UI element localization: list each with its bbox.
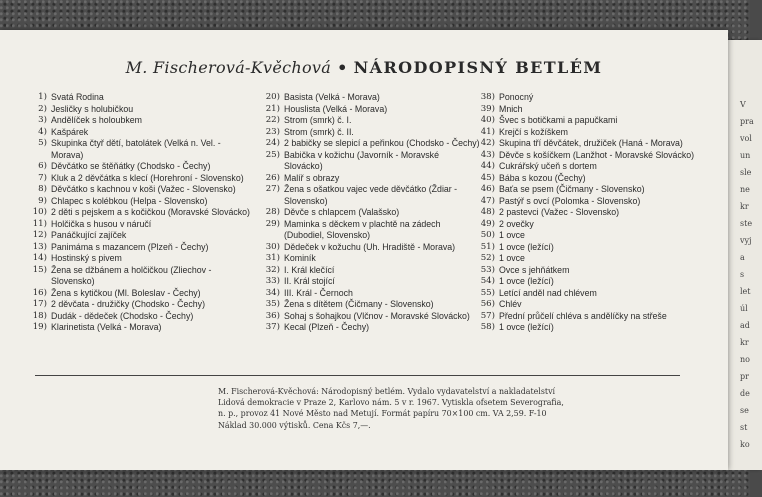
item-text: Bába s kozou (Čechy) bbox=[499, 172, 586, 183]
item-text: 1 ovce bbox=[499, 230, 525, 240]
item-number: 58) bbox=[480, 322, 495, 332]
item-text: 1 ovce (ležící) bbox=[499, 322, 554, 332]
item-number: 44) bbox=[480, 161, 495, 171]
item-text: Holčička s husou v náručí bbox=[51, 218, 152, 229]
list-item bbox=[475, 127, 695, 139]
list-item bbox=[18, 161, 253, 173]
item-text: 2 pastevci (Važec - Slovensko) bbox=[499, 207, 620, 217]
item-text: Ovce s jehňátkem bbox=[499, 264, 570, 275]
list-item bbox=[475, 322, 695, 334]
list-column-2 bbox=[260, 92, 480, 334]
item-number: 36) bbox=[265, 310, 280, 321]
item-number: 7) bbox=[38, 172, 47, 183]
item-text: Andělíček s holoubkem bbox=[51, 115, 142, 125]
item-text: Kašpárek bbox=[51, 126, 89, 137]
next-sheet-fragment: s bbox=[740, 270, 745, 279]
item-number: 46) bbox=[480, 184, 495, 194]
next-sheet-fragment: no bbox=[740, 355, 750, 364]
item-number: 43) bbox=[480, 149, 495, 160]
list-item bbox=[18, 299, 253, 311]
item-number: 42) bbox=[480, 138, 495, 148]
item-text: Svatá Rodina bbox=[51, 92, 104, 102]
item-number: 18) bbox=[32, 310, 47, 321]
item-text: 2 děvčata - družičky (Chodsko - Čechy) bbox=[51, 299, 206, 309]
item-number: 41) bbox=[480, 126, 495, 137]
next-sheet-fragment: sle bbox=[740, 168, 752, 177]
next-sheet-fragment: V bbox=[740, 100, 746, 109]
item-text: Děvčátko s kachnou v koši (Važec - Slovensko) bbox=[51, 184, 236, 194]
item-number: 40) bbox=[480, 115, 495, 125]
item-text: Letící anděl nad chlévem bbox=[499, 287, 597, 298]
list-item bbox=[475, 207, 695, 219]
list-item bbox=[18, 322, 253, 334]
item-text: II. Král stojící bbox=[284, 276, 335, 286]
next-sheet-fragment: vyj bbox=[740, 236, 752, 245]
list-item bbox=[475, 115, 695, 127]
list-item bbox=[18, 230, 253, 242]
list-item bbox=[260, 138, 480, 150]
list-item bbox=[260, 276, 480, 288]
list-item bbox=[475, 150, 695, 162]
item-number: 25) bbox=[265, 149, 280, 160]
item-text: 2 ovečky bbox=[499, 218, 534, 229]
item-text: Žena se džbánem a holčičkou (Zliechov - Slovensko) bbox=[51, 264, 212, 286]
list-item bbox=[260, 253, 480, 265]
work-title: NÁRODOPISNÝ BETLÉM bbox=[353, 58, 603, 77]
list-item bbox=[475, 311, 695, 323]
item-text: Malíř s obrazy bbox=[284, 172, 340, 183]
item-number: 4) bbox=[38, 126, 47, 137]
title-bullet: • bbox=[337, 58, 348, 77]
item-text: 2 děti s pejskem a s kočičkou (Moravské Slovácko) bbox=[51, 207, 250, 217]
list-item bbox=[18, 265, 253, 288]
item-text: Žena s kytičkou (Ml. Boleslav - Čechy) bbox=[51, 287, 201, 298]
list-item bbox=[260, 219, 480, 242]
item-number: 1) bbox=[38, 92, 47, 102]
list-item bbox=[260, 322, 480, 334]
item-number: 47) bbox=[480, 195, 495, 206]
item-number: 6) bbox=[38, 161, 47, 171]
list-item bbox=[18, 184, 253, 196]
list-item bbox=[260, 265, 480, 277]
list-item bbox=[18, 219, 253, 231]
list-column-1 bbox=[18, 92, 253, 334]
item-number: 50) bbox=[480, 230, 495, 240]
item-number: 33) bbox=[265, 276, 280, 286]
item-text: Krejčí s kožíškem bbox=[499, 126, 568, 137]
list-item bbox=[18, 104, 253, 116]
list-item bbox=[18, 138, 253, 161]
next-sheet-fragment: kr bbox=[740, 338, 749, 347]
item-text: Houslista (Velká - Morava) bbox=[284, 103, 388, 114]
item-number: 53) bbox=[480, 264, 495, 275]
list-item bbox=[475, 242, 695, 254]
author-name: M. Fischerová-Kvěchová bbox=[125, 58, 332, 77]
item-text: Panáčkující zajíček bbox=[51, 230, 127, 240]
item-number: 52) bbox=[480, 253, 495, 263]
item-number: 22) bbox=[265, 115, 280, 125]
item-text: 2 babičky se slepicí a peřinkou (Chodsko - Čechy) bbox=[284, 138, 480, 148]
item-text: Ponocný bbox=[499, 92, 534, 102]
list-item bbox=[260, 150, 480, 173]
item-number: 37) bbox=[265, 322, 280, 332]
item-number: 56) bbox=[480, 299, 495, 309]
list-item bbox=[18, 127, 253, 139]
list-item bbox=[260, 311, 480, 323]
item-number: 38) bbox=[480, 92, 495, 102]
list-item bbox=[475, 230, 695, 242]
item-text: Švec s botičkami a papučkami bbox=[499, 115, 618, 125]
item-text: Dudák - dědeček (Chodsko - Čechy) bbox=[51, 310, 194, 321]
item-text: Panimáma s mazancem (Plzeň - Čechy) bbox=[51, 241, 209, 252]
item-number: 27) bbox=[265, 184, 280, 194]
item-number: 57) bbox=[480, 310, 495, 321]
item-text: Kluk a 2 děvčátka s klecí (Horehroní - Slovensko) bbox=[51, 172, 244, 183]
item-number: 32) bbox=[265, 264, 280, 275]
item-number: 5) bbox=[38, 138, 47, 148]
list-item bbox=[475, 299, 695, 311]
list-column-3 bbox=[475, 92, 695, 334]
list-item bbox=[475, 219, 695, 231]
catalog-sheet bbox=[0, 30, 728, 470]
item-text: Klarinetista (Velká - Morava) bbox=[51, 322, 162, 332]
item-number: 45) bbox=[480, 172, 495, 183]
list-item bbox=[260, 127, 480, 139]
item-number: 15) bbox=[32, 264, 47, 275]
item-number: 13) bbox=[32, 241, 47, 252]
next-sheet-fragment: ad bbox=[740, 321, 750, 330]
item-text: Dědeček v kožuchu (Uh. Hradiště - Morava) bbox=[284, 241, 456, 252]
next-sheet-fragment: se bbox=[740, 406, 749, 415]
item-text: I. Král klečící bbox=[284, 264, 335, 275]
item-number: 30) bbox=[265, 241, 280, 252]
list-item bbox=[475, 184, 695, 196]
next-sheet-fragment: kr bbox=[740, 202, 749, 211]
item-text: Přední průčelí chléva s andělíčky na střeše bbox=[499, 310, 667, 321]
list-item bbox=[18, 115, 253, 127]
item-text: Žena s dítětem (Čičmany - Slovensko) bbox=[284, 299, 434, 309]
item-text: Cukrářský učeň s dortem bbox=[499, 161, 597, 171]
item-number: 26) bbox=[265, 172, 280, 183]
item-text: Hostinský s pivem bbox=[51, 253, 122, 263]
next-sheet-fragment: de bbox=[740, 389, 750, 398]
item-number: 23) bbox=[265, 126, 280, 137]
list-item bbox=[260, 115, 480, 127]
item-number: 14) bbox=[32, 253, 47, 263]
list-item bbox=[260, 299, 480, 311]
list-item bbox=[475, 104, 695, 116]
next-sheet-fragment: ste bbox=[740, 219, 753, 228]
item-text: Kominík bbox=[284, 253, 316, 263]
item-text: Strom (smrk) č. I. bbox=[284, 115, 352, 125]
item-number: 2) bbox=[38, 103, 47, 114]
item-text: Basista (Velká - Morava) bbox=[284, 92, 380, 102]
list-item bbox=[18, 207, 253, 219]
next-sheet-fragment: vol bbox=[740, 134, 752, 143]
next-sheet-fragment: úl bbox=[740, 304, 748, 313]
item-number: 19) bbox=[32, 322, 47, 332]
item-number: 16) bbox=[32, 287, 47, 298]
divider-rule bbox=[35, 375, 680, 376]
item-number: 9) bbox=[38, 195, 47, 206]
next-sheet-edge bbox=[722, 40, 762, 470]
item-number: 21) bbox=[265, 103, 280, 114]
next-sheet-fragment: un bbox=[740, 151, 751, 160]
item-number: 35) bbox=[265, 299, 280, 309]
item-text: Mnich bbox=[499, 103, 523, 114]
item-text: Děvčátko se štěňátky (Chodsko - Čechy) bbox=[51, 161, 211, 171]
item-text: Strom (smrk) č. II. bbox=[284, 126, 354, 137]
list-item bbox=[260, 104, 480, 116]
imprint-line: M. Fischerová-Kvěchová: Národopisný betlém. Vydalo vydavatelství a nakladatelství bbox=[218, 387, 556, 396]
item-text: Kecal (Plzeň - Čechy) bbox=[284, 322, 370, 332]
list-item bbox=[260, 173, 480, 185]
item-number: 31) bbox=[265, 253, 280, 263]
item-text: 1 ovce (ležící) bbox=[499, 241, 554, 252]
item-text: Žena s ošatkou vajec vede děvčátko (Ždiar - Slovensko) bbox=[284, 184, 458, 206]
item-text: Děvče s chlapcem (Valašsko) bbox=[284, 207, 400, 217]
list-item bbox=[18, 173, 253, 185]
item-number: 12) bbox=[32, 230, 47, 240]
item-text: Sohaj s šohajkou (Vlčnov - Moravské Slovácko) bbox=[284, 310, 470, 321]
next-sheet-fragment: pr bbox=[740, 372, 749, 381]
list-item bbox=[475, 173, 695, 185]
item-text: 1 ovce (ležící) bbox=[499, 276, 554, 286]
item-number: 49) bbox=[480, 218, 495, 229]
item-number: 34) bbox=[265, 287, 280, 298]
item-number: 39) bbox=[480, 103, 495, 114]
next-sheet-fragment: st bbox=[740, 423, 748, 432]
imprint-line: Náklad 30.000 výtisků. Cena Kčs 7,—. bbox=[218, 420, 371, 430]
list-item bbox=[475, 161, 695, 173]
item-text: Babička v kožichu (Javorník - Moravské Slovácko) bbox=[284, 149, 439, 171]
item-text: Skupinka čtyř dětí, batolátek (Velká n. Vel. - Morava) bbox=[51, 138, 221, 160]
item-number: 11) bbox=[32, 218, 47, 229]
item-text: Děvče s košíčkem (Lanžhot - Moravské Slovácko) bbox=[499, 149, 695, 160]
next-sheet-fragment: pra bbox=[740, 117, 754, 126]
item-number: 28) bbox=[265, 207, 280, 217]
item-text: Baťa se psem (Čičmany - Slovensko) bbox=[499, 184, 645, 194]
list-item bbox=[260, 288, 480, 300]
list-item bbox=[260, 92, 480, 104]
next-sheet-fragment: ko bbox=[740, 440, 750, 449]
list-item bbox=[18, 311, 253, 323]
next-sheet-fragment: ne bbox=[740, 185, 750, 194]
list-item bbox=[475, 138, 695, 150]
item-text: Chlapec s kolébkou (Helpa - Slovensko) bbox=[51, 195, 208, 206]
list-item bbox=[260, 184, 480, 207]
item-text: III. Král - Černoch bbox=[284, 287, 353, 298]
imprint-line: n. p., provoz 41 Nové Město nad Metují. Formát papíru 70×100 cm. VA 2,59. F-10 bbox=[218, 409, 547, 419]
list-item bbox=[260, 242, 480, 254]
page-title bbox=[0, 58, 728, 77]
list-item bbox=[475, 276, 695, 288]
list-item bbox=[475, 288, 695, 300]
list-item bbox=[260, 207, 480, 219]
item-number: 17) bbox=[32, 299, 47, 309]
list-item bbox=[475, 253, 695, 265]
list-item bbox=[475, 265, 695, 277]
item-number: 20) bbox=[265, 92, 280, 102]
item-number: 48) bbox=[480, 207, 495, 217]
item-number: 3) bbox=[38, 115, 47, 125]
list-item bbox=[18, 196, 253, 208]
item-number: 10) bbox=[32, 207, 47, 217]
list-item bbox=[475, 196, 695, 208]
item-text: 1 ovce bbox=[499, 253, 525, 263]
list-item bbox=[475, 92, 695, 104]
list-item bbox=[18, 253, 253, 265]
item-text: Chlév bbox=[499, 299, 522, 309]
item-number: 55) bbox=[480, 287, 495, 298]
list-item bbox=[18, 92, 253, 104]
item-text: Skupina tří děvčátek, družiček (Haná - Morava) bbox=[499, 138, 683, 148]
item-number: 54) bbox=[480, 276, 495, 286]
item-number: 29) bbox=[265, 218, 280, 229]
item-number: 24) bbox=[265, 138, 280, 148]
list-item bbox=[18, 242, 253, 254]
item-number: 8) bbox=[38, 184, 47, 194]
item-text: Jesličky s holubičkou bbox=[51, 103, 134, 114]
imprint-line: Lidová demokracie v Praze 2, Karlovo nám. 5 v r. 1967. Vytiskla ofsetem Severografia, bbox=[218, 398, 564, 408]
item-number: 51) bbox=[480, 241, 495, 252]
list-item bbox=[18, 288, 253, 300]
next-sheet-fragment: let bbox=[740, 287, 751, 296]
next-sheet-fragment: a bbox=[740, 253, 745, 262]
imprint-block bbox=[218, 386, 563, 431]
item-text: Maminka s děckem v plachtě na zádech (Dubodiel, Slovensko) bbox=[284, 218, 441, 240]
item-text: Pastýř s ovcí (Polomka - Slovensko) bbox=[499, 195, 641, 206]
